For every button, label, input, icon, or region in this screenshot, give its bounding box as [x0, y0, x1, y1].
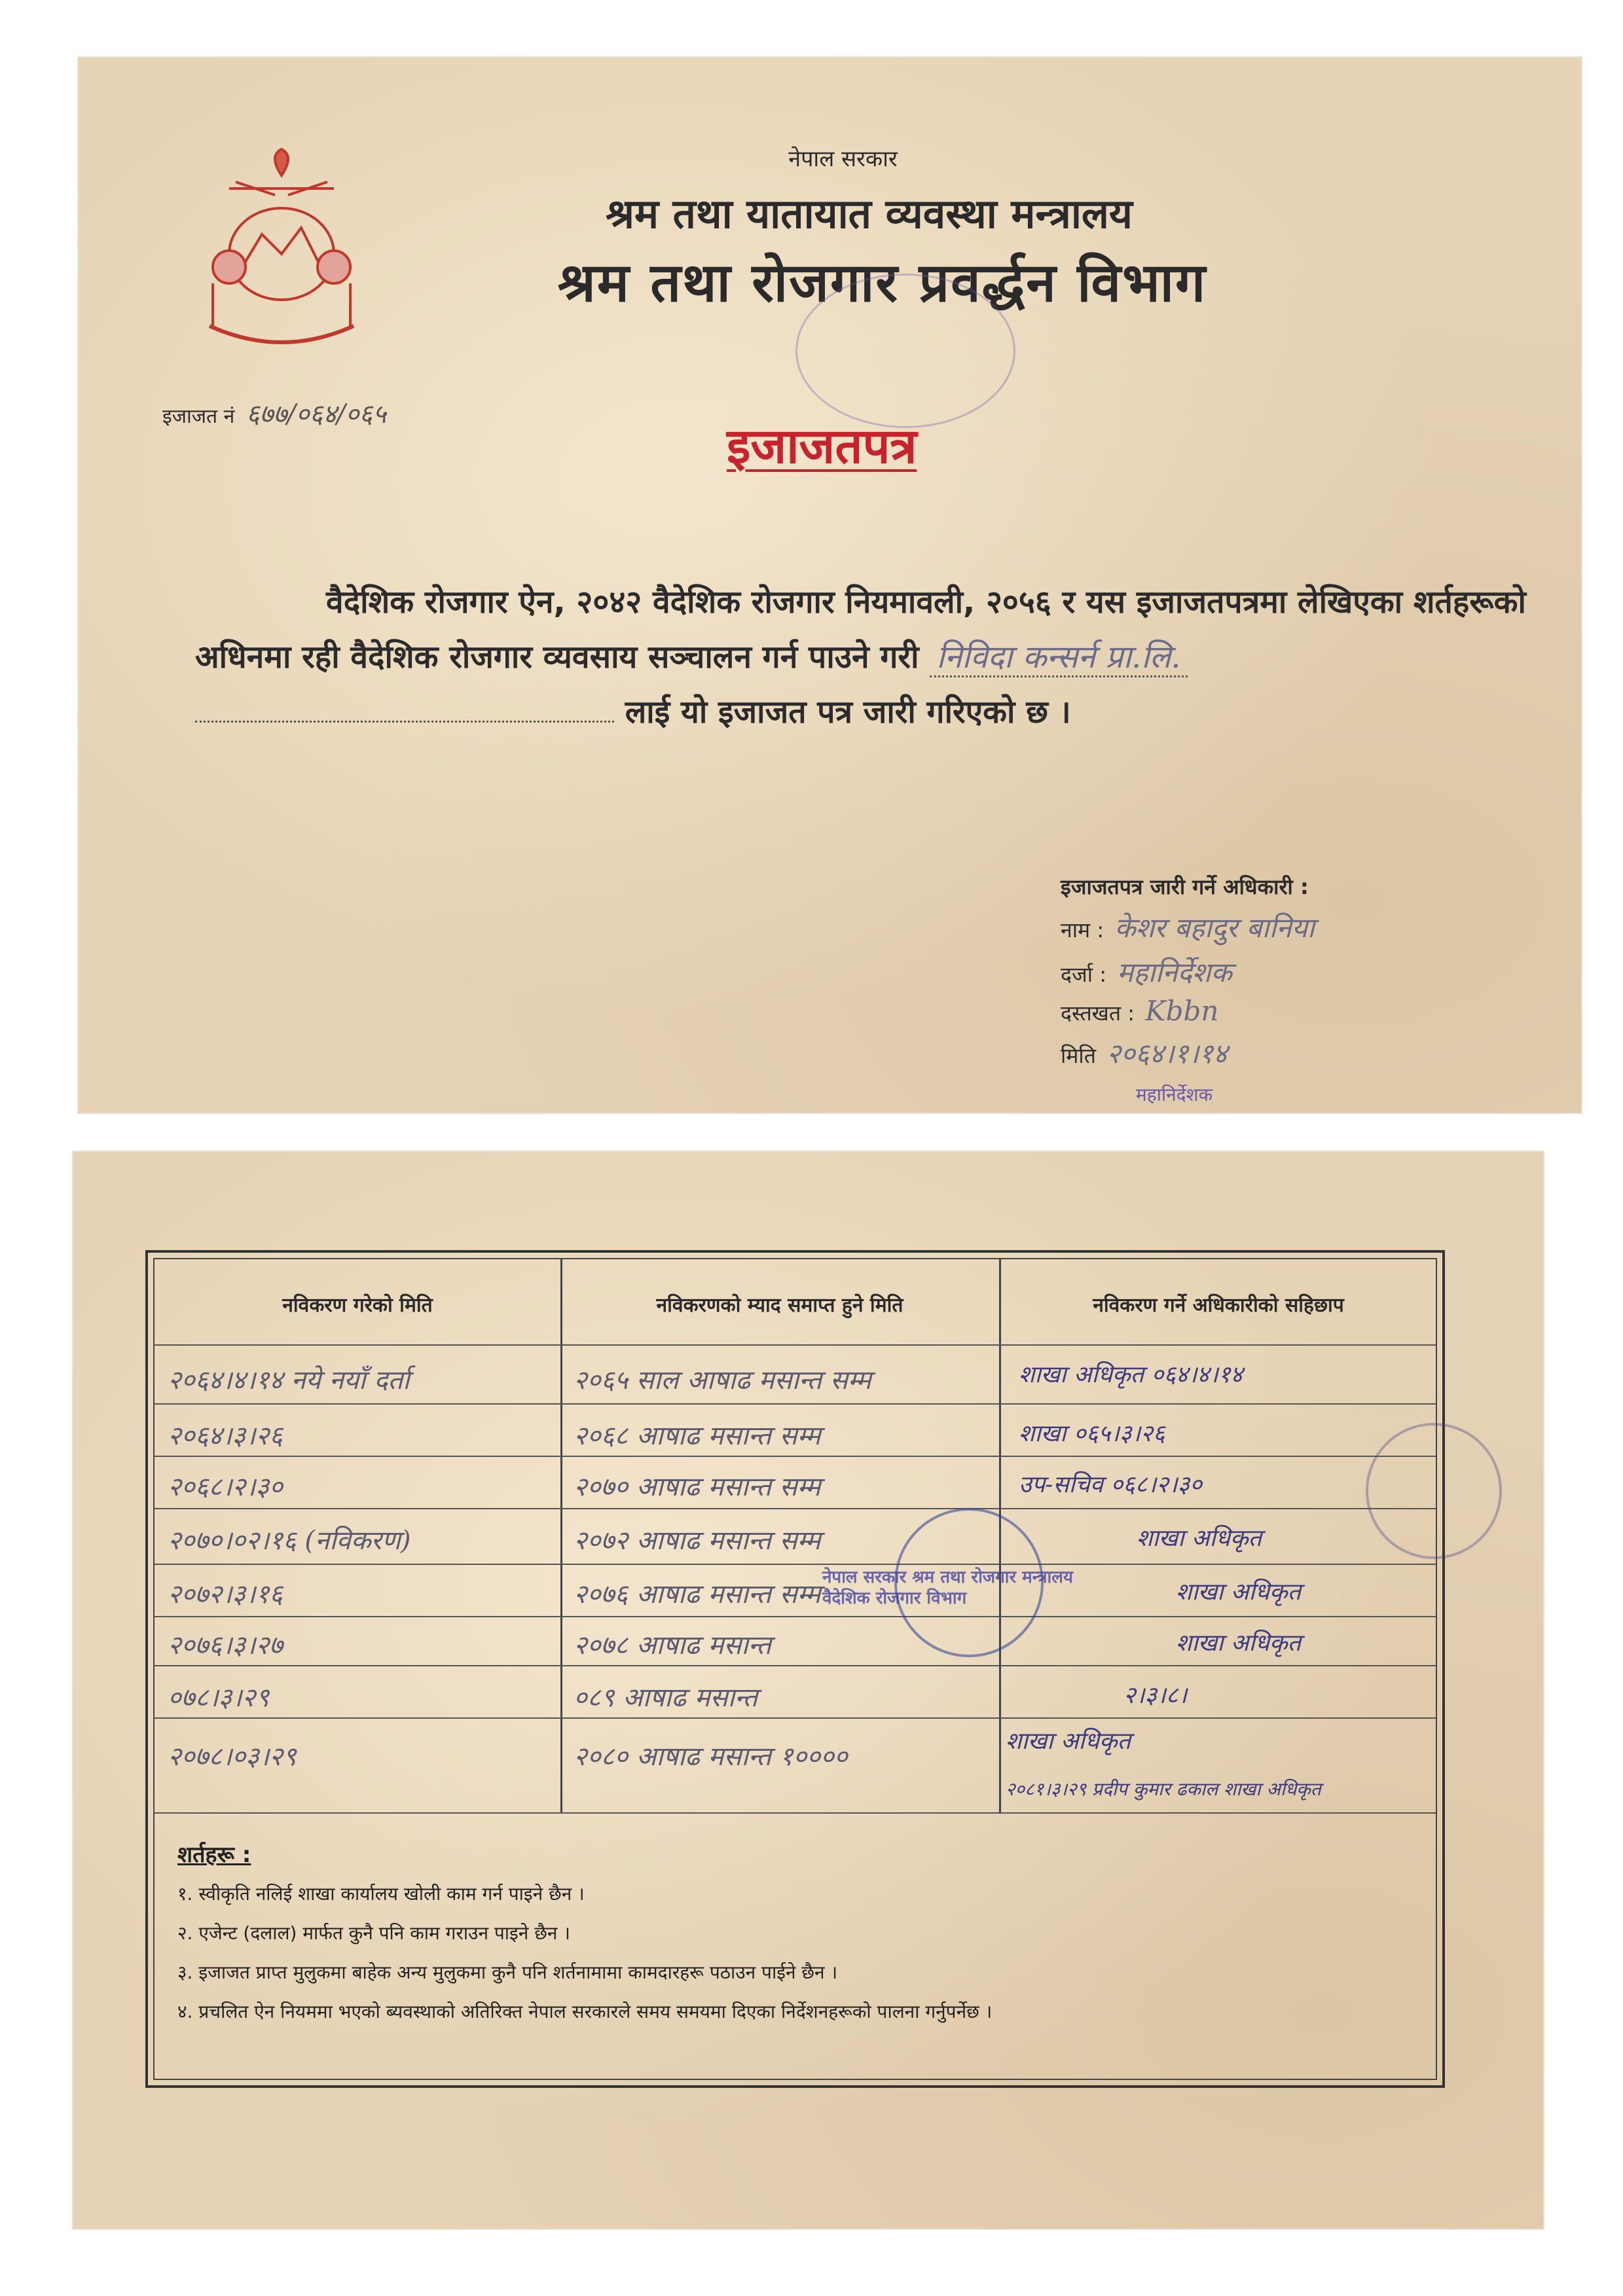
authority-name: नाम : केशर बहादुर बानिया [1061, 912, 1315, 944]
body-text-part1: वैदेशिक रोजगार ऐन, २०४२ वैदेशिक रोजगार नियमावली, २०५६ र यस इजाजतपत्रमा लेखिएका शर्तहरूको अधिनमा रही वैदेशिक रोजगार व्यवसाय सञ्चालन गर्न पाउने गरी [195, 584, 1526, 675]
row-3-renewed: २०६८।२।३० [168, 1472, 283, 1502]
header-authority-seal: नविकरण गर्ने अधिकारीको सहिछाप [1093, 1294, 1344, 1317]
permit-number-value: ६७७/०६४/०६५ [246, 399, 387, 429]
row-3-expiry: २०७० आषाढ मसान्त सम्म [574, 1472, 821, 1502]
authority-rank: दर्जा : महानिर्देशक [1061, 956, 1232, 988]
director-general-stamp: महानिर्देशक [1136, 1084, 1213, 1105]
company-name: निविदा कन्सर्न प्रा.लि. [930, 639, 1187, 677]
header-expiry-date: नविकरणको म्याद समाप्त हुने मिति [656, 1294, 903, 1317]
row-6-expiry: २०७८ आषाढ मसान्त [574, 1630, 771, 1660]
extra-signature: २०८१।३।२९ प्रदीप कुमार ढकाल शाखा अधिकृत [1006, 1778, 1321, 1800]
authority-rank-value: महानिर्देशक [1117, 956, 1232, 988]
gov-name: नेपाल सरकार [788, 146, 898, 172]
row-7-expiry: ०८९ आषाढ मसान्त [574, 1683, 758, 1713]
ministry-stamp [795, 274, 1015, 428]
condition-2: २. एजेन्ट (दलाल) मार्फत कुनै पनि काम गराउन पाइने छैन । [177, 1922, 570, 1944]
permit-body-paragraph [195, 575, 1583, 740]
row-8-renewed: २०७८।०३।२९ [168, 1742, 297, 1772]
row-4-renewed: २०७०।०२।१६ (नविकरण) [168, 1526, 411, 1556]
condition-1: १. स्वीकृति नलिई शाखा कार्यालय खोली काम गर्न पाइने छैन । [177, 1883, 585, 1905]
row-2-expiry: २०६८ आषाढ मसान्त सम्म [574, 1421, 821, 1451]
permit-back-card [73, 1152, 1543, 2229]
authority-signature: दस्तखत : Kbbn [1061, 995, 1219, 1027]
authority-date: मिति २०६४।१।१४ [1061, 1037, 1228, 1069]
row-8-expiry: २०८० आषाढ मसान्त १०००० [574, 1742, 848, 1772]
row-2-renewed: २०६४।३।२६ [168, 1421, 283, 1451]
header-renewed-date: नविकरण गरेको मिति [282, 1294, 433, 1317]
row-7-renewed: ०७८।३।२९ [168, 1683, 270, 1713]
ministry-name: श्रम तथा यातायात व्यवस्था मन्त्रालय [606, 190, 1133, 238]
row-1-expiry: २०६५ साल आषाढ मसान्त सम्म [574, 1365, 871, 1395]
authority-name-value: केशर बहादुर बानिया [1114, 912, 1315, 944]
conditions-title: शर्तहरू : [177, 1842, 251, 1868]
row-6-renewed: २०७६।३।२७ [168, 1630, 283, 1660]
authority-heading: इजाजतपत्र जारी गर्ने अधिकारी : [1061, 874, 1309, 899]
permit-front-card [79, 58, 1581, 1113]
authority-date-value: २०६४।१।१४ [1106, 1037, 1228, 1069]
permit-number [162, 395, 386, 431]
row-6-sign: शाखा अधिकृत [1176, 1630, 1302, 1657]
department-seal-text: नेपाल सरकार श्रम तथा रोजगार मन्त्रालय वैदेशिक रोजगार विभाग [822, 1568, 1073, 1608]
permit-number-label: इजाजत नं [162, 405, 235, 428]
row-5-renewed: २०७२।३।१६ [168, 1579, 283, 1609]
body-text-part2: लाई यो इजाजत पत्र जारी गरिएको छ । [625, 694, 1071, 730]
row-1-sign: शाखा अधिकृत ०६४।४।१४ [1019, 1361, 1243, 1388]
row-7-sign: २।३।८। [1123, 1682, 1188, 1709]
column-divider [560, 1259, 562, 1812]
row-5-expiry: २०७६ आषाढ मसान्त सम्म [574, 1579, 821, 1609]
round-seal-icon [1366, 1423, 1502, 1559]
department-name: श्रम तथा रोजगार प्रवर्द्धन विभाग [557, 252, 1207, 314]
condition-3: ३. इजाजत प्राप्त मुलुकमा बाहेक अन्य मुलुकमा कुनै पनि शर्तनामामा कामदारहरू पठाउन पाईने छैन । [177, 1962, 838, 1983]
row-4-sign: शाखा अधिकृत [1137, 1525, 1262, 1552]
row-1-renewed: २०६४।४।१४ नये नयाँ दर्ता [168, 1365, 410, 1395]
row-8-sign: शाखा अधिकृत [1006, 1728, 1131, 1755]
renewal-table [145, 1250, 1445, 2088]
condition-4: ४. प्रचलित ऐन नियममा भएको ब्यवस्थाको अतिरिक्त नेपाल सरकारले समय समयमा दिएका निर्देशनहरूको पालना गर्नुपर्नेछ । [177, 2001, 993, 2022]
dotted-line [195, 708, 614, 723]
row-5-sign: शाखा अधिकृत [1176, 1579, 1302, 1605]
row-2-sign: शाखा ०६५।३।२६ [1019, 1420, 1165, 1447]
signature-value: Kbbn [1145, 995, 1219, 1027]
row-4-expiry: २०७२ आषाढ मसान्त सम्म [574, 1526, 821, 1556]
page-title: इजाजतपत्र [727, 418, 917, 475]
row-3-sign: उप-सचिव ०६८।२।३० [1019, 1471, 1202, 1498]
